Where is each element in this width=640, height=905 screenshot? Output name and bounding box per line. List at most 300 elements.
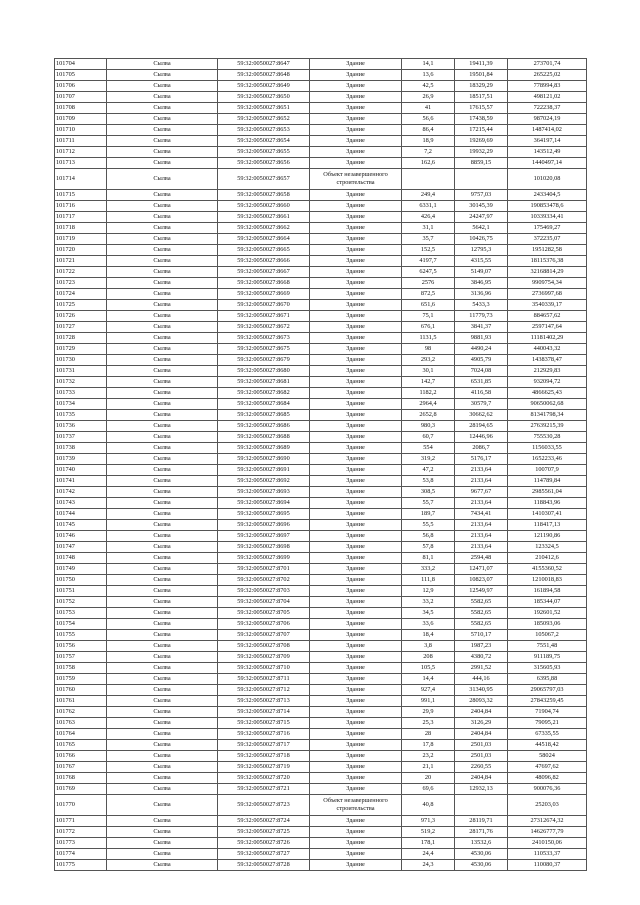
locality-cell: Сылва <box>107 125 218 136</box>
table-row <box>55 685 587 696</box>
cadastral-value-cell: 90650062,68 <box>508 399 587 410</box>
row-number-cell: 101728 <box>55 333 107 344</box>
area-cell: 41 <box>402 103 455 114</box>
cadastral-number-cell: 59:32:0050027:8725 <box>218 827 310 838</box>
cadastral-number-cell: 59:32:0050027:8699 <box>218 553 310 564</box>
cadastral-value-cell: 190853478,6 <box>508 201 587 212</box>
cadastral-number-cell: 59:32:0050027:8652 <box>218 114 310 125</box>
cadastral-value-cell: 210412,6 <box>508 553 587 564</box>
cadastral-value-cell: 121190,86 <box>508 531 587 542</box>
unit-cost-cell: 17438,59 <box>455 114 508 125</box>
locality-cell: Сылва <box>107 531 218 542</box>
row-number-cell: 101765 <box>55 740 107 751</box>
row-number-cell: 101731 <box>55 366 107 377</box>
unit-cost-cell: 1987,23 <box>455 641 508 652</box>
table-row <box>55 827 587 838</box>
table-row <box>55 795 587 816</box>
unit-cost-cell: 12446,96 <box>455 432 508 443</box>
area-cell: 42,5 <box>402 81 455 92</box>
cadastral-number-cell: 59:32:0050027:8666 <box>218 256 310 267</box>
locality-cell: Сылва <box>107 289 218 300</box>
object-type-cell: Здание <box>310 849 402 860</box>
object-type-cell: Здание <box>310 355 402 366</box>
unit-cost-cell: 2133,64 <box>455 476 508 487</box>
cadastral-value-cell: 27843259,45 <box>508 696 587 707</box>
object-type-cell: Здание <box>310 92 402 103</box>
cadastral-number-cell: 59:32:0050027:8681 <box>218 377 310 388</box>
area-cell: 6247,5 <box>402 267 455 278</box>
locality-cell: Сылва <box>107 838 218 849</box>
locality-cell: Сылва <box>107 399 218 410</box>
locality-cell: Сылва <box>107 300 218 311</box>
row-number-cell: 101755 <box>55 630 107 641</box>
unit-cost-cell: 2501,03 <box>455 740 508 751</box>
cadastral-number-cell: 59:32:0050027:8692 <box>218 476 310 487</box>
unit-cost-cell: 5149,07 <box>455 267 508 278</box>
locality-cell: Сылва <box>107 641 218 652</box>
unit-cost-cell: 2133,64 <box>455 498 508 509</box>
row-number-cell: 101711 <box>55 136 107 147</box>
table-row <box>55 718 587 729</box>
unit-cost-cell: 2991,52 <box>455 663 508 674</box>
cadastral-number-cell: 59:32:0050027:8721 <box>218 784 310 795</box>
object-type-cell: Здание <box>310 531 402 542</box>
cadastral-number-cell: 59:32:0050027:8695 <box>218 509 310 520</box>
area-cell: 40,8 <box>402 795 455 816</box>
locality-cell: Сылва <box>107 707 218 718</box>
cadastral-number-cell: 59:32:0050027:8684 <box>218 399 310 410</box>
table-row <box>55 432 587 443</box>
cadastral-number-cell: 59:32:0050027:8727 <box>218 849 310 860</box>
row-number-cell: 101753 <box>55 608 107 619</box>
object-type-cell: Здание <box>310 432 402 443</box>
object-type-cell: Здание <box>310 410 402 421</box>
cadastral-value-cell: 118843,96 <box>508 498 587 509</box>
cadastral-value-cell: 67335,55 <box>508 729 587 740</box>
object-type-cell: Здание <box>310 454 402 465</box>
area-cell: 991,1 <box>402 696 455 707</box>
table-row <box>55 509 587 520</box>
area-cell: 6331,1 <box>402 201 455 212</box>
object-type-cell: Здание <box>310 125 402 136</box>
cadastral-number-cell: 59:32:0050027:8707 <box>218 630 310 641</box>
cadastral-value-cell: 47697,62 <box>508 762 587 773</box>
locality-cell: Сылва <box>107 762 218 773</box>
unit-cost-cell: 2133,64 <box>455 542 508 553</box>
table-row <box>55 322 587 333</box>
cadastral-value-cell: 1652233,46 <box>508 454 587 465</box>
object-type-cell: Здание <box>310 421 402 432</box>
locality-cell: Сылва <box>107 860 218 871</box>
area-cell: 249,4 <box>402 190 455 201</box>
object-type-cell: Здание <box>310 729 402 740</box>
table-row <box>55 267 587 278</box>
locality-cell: Сылва <box>107 421 218 432</box>
cadastral-number-cell: 59:32:0050027:8661 <box>218 212 310 223</box>
cadastral-number-cell: 59:32:0050027:8669 <box>218 289 310 300</box>
unit-cost-cell: 11779,73 <box>455 311 508 322</box>
cadastral-value-cell: 18115376,38 <box>508 256 587 267</box>
cadastral-value-cell: 14626777,79 <box>508 827 587 838</box>
cadastral-number-cell: 59:32:0050027:8694 <box>218 498 310 509</box>
object-type-cell: Здание <box>310 707 402 718</box>
object-type-cell: Здание <box>310 838 402 849</box>
cadastral-value-cell: 265225,02 <box>508 70 587 81</box>
cadastral-value-cell: 2985561,04 <box>508 487 587 498</box>
locality-cell: Сылва <box>107 114 218 125</box>
cadastral-number-cell: 59:32:0050027:8709 <box>218 652 310 663</box>
area-cell: 18,4 <box>402 630 455 641</box>
area-cell: 20 <box>402 773 455 784</box>
cadastral-value-cell: 185344,07 <box>508 597 587 608</box>
table-row <box>55 641 587 652</box>
object-type-cell: Здание <box>310 619 402 630</box>
unit-cost-cell: 12932,13 <box>455 784 508 795</box>
row-number-cell: 101723 <box>55 278 107 289</box>
row-number-cell: 101761 <box>55 696 107 707</box>
locality-cell: Сылва <box>107 322 218 333</box>
unit-cost-cell: 3136,96 <box>455 289 508 300</box>
locality-cell: Сылва <box>107 333 218 344</box>
unit-cost-cell: 9677,67 <box>455 487 508 498</box>
area-cell: 333,2 <box>402 564 455 575</box>
table-row <box>55 289 587 300</box>
cadastral-value-cell: 6395,88 <box>508 674 587 685</box>
cadastral-value-cell: 778994,83 <box>508 81 587 92</box>
locality-cell: Сылва <box>107 619 218 630</box>
unit-cost-cell: 4116,58 <box>455 388 508 399</box>
table-row <box>55 707 587 718</box>
row-number-cell: 101738 <box>55 443 107 454</box>
cadastral-number-cell: 59:32:0050027:8723 <box>218 795 310 816</box>
locality-cell: Сылва <box>107 278 218 289</box>
object-type-cell: Здание <box>310 498 402 509</box>
table-row <box>55 816 587 827</box>
area-cell: 33,2 <box>402 597 455 608</box>
locality-cell: Сылва <box>107 212 218 223</box>
object-type-cell: Здание <box>310 718 402 729</box>
row-number-cell: 101714 <box>55 169 107 190</box>
unit-cost-cell: 18329,29 <box>455 81 508 92</box>
row-number-cell: 101713 <box>55 158 107 169</box>
unit-cost-cell: 5582,65 <box>455 619 508 630</box>
cadastral-number-cell: 59:32:0050027:8690 <box>218 454 310 465</box>
unit-cost-cell: 3846,95 <box>455 278 508 289</box>
table-row <box>55 59 587 70</box>
locality-cell: Сылва <box>107 498 218 509</box>
cadastral-number-cell: 59:32:0050027:8713 <box>218 696 310 707</box>
row-number-cell: 101763 <box>55 718 107 729</box>
cadastral-value-cell: 32168814,29 <box>508 267 587 278</box>
row-number-cell: 101775 <box>55 860 107 871</box>
locality-cell: Сылва <box>107 795 218 816</box>
row-number-cell: 101727 <box>55 322 107 333</box>
area-cell: 55,5 <box>402 520 455 531</box>
unit-cost-cell: 10426,75 <box>455 234 508 245</box>
cadastral-value-cell: 884657,62 <box>508 311 587 322</box>
unit-cost-cell <box>455 795 508 816</box>
cadastral-number-cell: 59:32:0050027:8682 <box>218 388 310 399</box>
locality-cell: Сылва <box>107 553 218 564</box>
locality-cell: Сылва <box>107 652 218 663</box>
object-type-cell: Здание <box>310 520 402 531</box>
cadastral-value-cell: 29065797,03 <box>508 685 587 696</box>
cadastral-value-cell: 1410307,41 <box>508 509 587 520</box>
row-number-cell: 101746 <box>55 531 107 542</box>
unit-cost-cell: 3126,29 <box>455 718 508 729</box>
area-cell: 554 <box>402 443 455 454</box>
table-row <box>55 136 587 147</box>
area-cell: 31,1 <box>402 223 455 234</box>
table-row <box>55 300 587 311</box>
unit-cost-cell: 19501,84 <box>455 70 508 81</box>
table-row <box>55 696 587 707</box>
object-type-cell: Здание <box>310 114 402 125</box>
row-number-cell: 101749 <box>55 564 107 575</box>
cadastral-number-cell: 59:32:0050027:8675 <box>218 344 310 355</box>
cadastral-value-cell: 372235,07 <box>508 234 587 245</box>
row-number-cell: 101756 <box>55 641 107 652</box>
locality-cell: Сылва <box>107 740 218 751</box>
cadastral-number-cell: 59:32:0050027:8685 <box>218 410 310 421</box>
locality-cell: Сылва <box>107 608 218 619</box>
row-number-cell: 101759 <box>55 674 107 685</box>
area-cell: 28 <box>402 729 455 740</box>
locality-cell: Сылва <box>107 103 218 114</box>
object-type-cell: Здание <box>310 586 402 597</box>
area-cell: 24,4 <box>402 849 455 860</box>
area-cell: 208 <box>402 652 455 663</box>
table-row <box>55 399 587 410</box>
unit-cost-cell: 28194,65 <box>455 421 508 432</box>
table-row <box>55 465 587 476</box>
area-cell: 2964,4 <box>402 399 455 410</box>
cadastral-value-cell: 722238,37 <box>508 103 587 114</box>
cadastral-value-cell: 273701,74 <box>508 59 587 70</box>
table-row <box>55 619 587 630</box>
object-type-cell: Здание <box>310 289 402 300</box>
area-cell: 23,2 <box>402 751 455 762</box>
area-cell: 14,1 <box>402 59 455 70</box>
cadastral-number-cell: 59:32:0050027:8655 <box>218 147 310 158</box>
table-row <box>55 245 587 256</box>
cadastral-value-cell: 498121,02 <box>508 92 587 103</box>
area-cell: 25,3 <box>402 718 455 729</box>
object-type-cell: Здание <box>310 476 402 487</box>
object-type-cell: Здание <box>310 487 402 498</box>
cadastral-number-cell: 59:32:0050027:8712 <box>218 685 310 696</box>
cadastral-value-cell: 2410150,06 <box>508 838 587 849</box>
unit-cost-cell: 2260,55 <box>455 762 508 773</box>
row-number-cell: 101719 <box>55 234 107 245</box>
table-row <box>55 366 587 377</box>
locality-cell: Сылва <box>107 564 218 575</box>
cadastral-number-cell: 59:32:0050027:8689 <box>218 443 310 454</box>
unit-cost-cell: 9881,93 <box>455 333 508 344</box>
unit-cost-cell: 4490,24 <box>455 344 508 355</box>
object-type-cell: Здание <box>310 564 402 575</box>
cadastral-value-cell: 212929,83 <box>508 366 587 377</box>
locality-cell: Сылва <box>107 136 218 147</box>
cadastral-number-cell: 59:32:0050027:8653 <box>218 125 310 136</box>
cadastral-number-cell: 59:32:0050027:8686 <box>218 421 310 432</box>
unit-cost-cell: 5710,17 <box>455 630 508 641</box>
area-cell: 7,2 <box>402 147 455 158</box>
row-number-cell: 101707 <box>55 92 107 103</box>
locality-cell: Сылва <box>107 70 218 81</box>
unit-cost-cell: 4380,72 <box>455 652 508 663</box>
row-number-cell: 101758 <box>55 663 107 674</box>
object-type-cell: Здание <box>310 860 402 871</box>
cadastral-value-cell: 440043,32 <box>508 344 587 355</box>
cadastral-number-cell: 59:32:0050027:8716 <box>218 729 310 740</box>
row-number-cell: 101706 <box>55 81 107 92</box>
locality-cell: Сылва <box>107 92 218 103</box>
object-type-cell: Здание <box>310 377 402 388</box>
cadastral-value-cell: 2597147,64 <box>508 322 587 333</box>
object-type-cell: Здание <box>310 740 402 751</box>
area-cell: 13,6 <box>402 70 455 81</box>
unit-cost-cell: 19411,39 <box>455 59 508 70</box>
area-cell: 12,9 <box>402 586 455 597</box>
area-cell: 30,1 <box>402 366 455 377</box>
cadastral-number-cell: 59:32:0050027:8667 <box>218 267 310 278</box>
table-row <box>55 103 587 114</box>
unit-cost-cell: 2133,64 <box>455 531 508 542</box>
locality-cell: Сылва <box>107 169 218 190</box>
locality-cell: Сылва <box>107 443 218 454</box>
unit-cost-cell: 17615,57 <box>455 103 508 114</box>
locality-cell: Сылва <box>107 509 218 520</box>
locality-cell: Сылва <box>107 784 218 795</box>
object-type-cell: Здание <box>310 663 402 674</box>
locality-cell: Сылва <box>107 630 218 641</box>
cadastral-value-cell: 1951282,58 <box>508 245 587 256</box>
locality-cell: Сылва <box>107 245 218 256</box>
cadastral-value-cell: 315605,93 <box>508 663 587 674</box>
area-cell: 98 <box>402 344 455 355</box>
cadastral-value-cell: 58024 <box>508 751 587 762</box>
unit-cost-cell: 30145,39 <box>455 201 508 212</box>
cadastral-number-cell: 59:32:0050027:8724 <box>218 816 310 827</box>
table-row <box>55 729 587 740</box>
cadastral-value-cell: 44518,42 <box>508 740 587 751</box>
cadastral-number-cell: 59:32:0050027:8648 <box>218 70 310 81</box>
locality-cell: Сылва <box>107 849 218 860</box>
object-type-cell: Объект незавершенного строительства <box>310 169 402 190</box>
unit-cost-cell: 4315,55 <box>455 256 508 267</box>
area-cell: 105,5 <box>402 663 455 674</box>
locality-cell: Сылва <box>107 366 218 377</box>
row-number-cell: 101725 <box>55 300 107 311</box>
cadastral-value-cell: 755530,28 <box>508 432 587 443</box>
object-type-cell: Здание <box>310 762 402 773</box>
area-cell: 426,4 <box>402 212 455 223</box>
locality-cell: Сылва <box>107 663 218 674</box>
locality-cell: Сылва <box>107 81 218 92</box>
unit-cost-cell: 13532,6 <box>455 838 508 849</box>
cadastral-value-cell: 10339334,41 <box>508 212 587 223</box>
row-number-cell: 101751 <box>55 586 107 597</box>
cadastral-value-cell: 1438378,47 <box>508 355 587 366</box>
row-number-cell: 101722 <box>55 267 107 278</box>
cadastral-value-cell: 1440497,14 <box>508 158 587 169</box>
cadastral-value-cell: 161894,58 <box>508 586 587 597</box>
area-cell: 2576 <box>402 278 455 289</box>
row-number-cell: 101721 <box>55 256 107 267</box>
area-cell: 152,5 <box>402 245 455 256</box>
cadastral-number-cell: 59:32:0050027:8671 <box>218 311 310 322</box>
locality-cell: Сылва <box>107 190 218 201</box>
area-cell: 162,6 <box>402 158 455 169</box>
unit-cost-cell: 2133,64 <box>455 520 508 531</box>
unit-cost-cell: 30579,7 <box>455 399 508 410</box>
area-cell: 308,5 <box>402 487 455 498</box>
row-number-cell: 101733 <box>55 388 107 399</box>
area-cell: 29,9 <box>402 707 455 718</box>
cadastral-value-cell: 1487414,02 <box>508 125 587 136</box>
area-cell: 47,2 <box>402 465 455 476</box>
cadastral-number-cell: 59:32:0050027:8657 <box>218 169 310 190</box>
unit-cost-cell: 28171,76 <box>455 827 508 838</box>
cadastral-value-cell: 81341798,34 <box>508 410 587 421</box>
row-number-cell: 101764 <box>55 729 107 740</box>
table-row <box>55 564 587 575</box>
row-number-cell: 101737 <box>55 432 107 443</box>
locality-cell: Сылва <box>107 597 218 608</box>
table-row <box>55 158 587 169</box>
unit-cost-cell: 10823,07 <box>455 575 508 586</box>
object-type-cell: Здание <box>310 816 402 827</box>
object-type-cell: Здание <box>310 465 402 476</box>
object-type-cell: Здание <box>310 685 402 696</box>
locality-cell: Сылва <box>107 158 218 169</box>
table-row <box>55 190 587 201</box>
cadastral-value-cell: 71904,74 <box>508 707 587 718</box>
locality-cell: Сылва <box>107 685 218 696</box>
object-type-cell: Здание <box>310 158 402 169</box>
row-number-cell: 101724 <box>55 289 107 300</box>
locality-cell: Сылва <box>107 696 218 707</box>
row-number-cell: 101726 <box>55 311 107 322</box>
area-cell: 971,3 <box>402 816 455 827</box>
cadastral-number-cell: 59:32:0050027:8696 <box>218 520 310 531</box>
area-cell: 980,3 <box>402 421 455 432</box>
cadastral-value-cell: 1156033,55 <box>508 443 587 454</box>
object-type-cell: Здание <box>310 201 402 212</box>
row-number-cell: 101757 <box>55 652 107 663</box>
object-type-cell: Здание <box>310 784 402 795</box>
cadastral-value-cell: 192601,52 <box>508 608 587 619</box>
area-cell: 60,7 <box>402 432 455 443</box>
area-cell: 56,6 <box>402 114 455 125</box>
object-type-cell: Здание <box>310 70 402 81</box>
area-cell: 14,4 <box>402 674 455 685</box>
row-number-cell: 101768 <box>55 773 107 784</box>
cadastral-value-cell: 79095,21 <box>508 718 587 729</box>
unit-cost-cell: 444,16 <box>455 674 508 685</box>
table-row <box>55 410 587 421</box>
cadastral-number-cell: 59:32:0050027:8704 <box>218 597 310 608</box>
object-type-cell: Здание <box>310 59 402 70</box>
object-type-cell: Здание <box>310 256 402 267</box>
object-type-cell: Здание <box>310 608 402 619</box>
cadastral-number-cell: 59:32:0050027:8672 <box>218 322 310 333</box>
cadastral-value-cell: 114789,84 <box>508 476 587 487</box>
area-cell: 676,1 <box>402 322 455 333</box>
row-number-cell: 101735 <box>55 410 107 421</box>
row-number-cell: 101774 <box>55 849 107 860</box>
